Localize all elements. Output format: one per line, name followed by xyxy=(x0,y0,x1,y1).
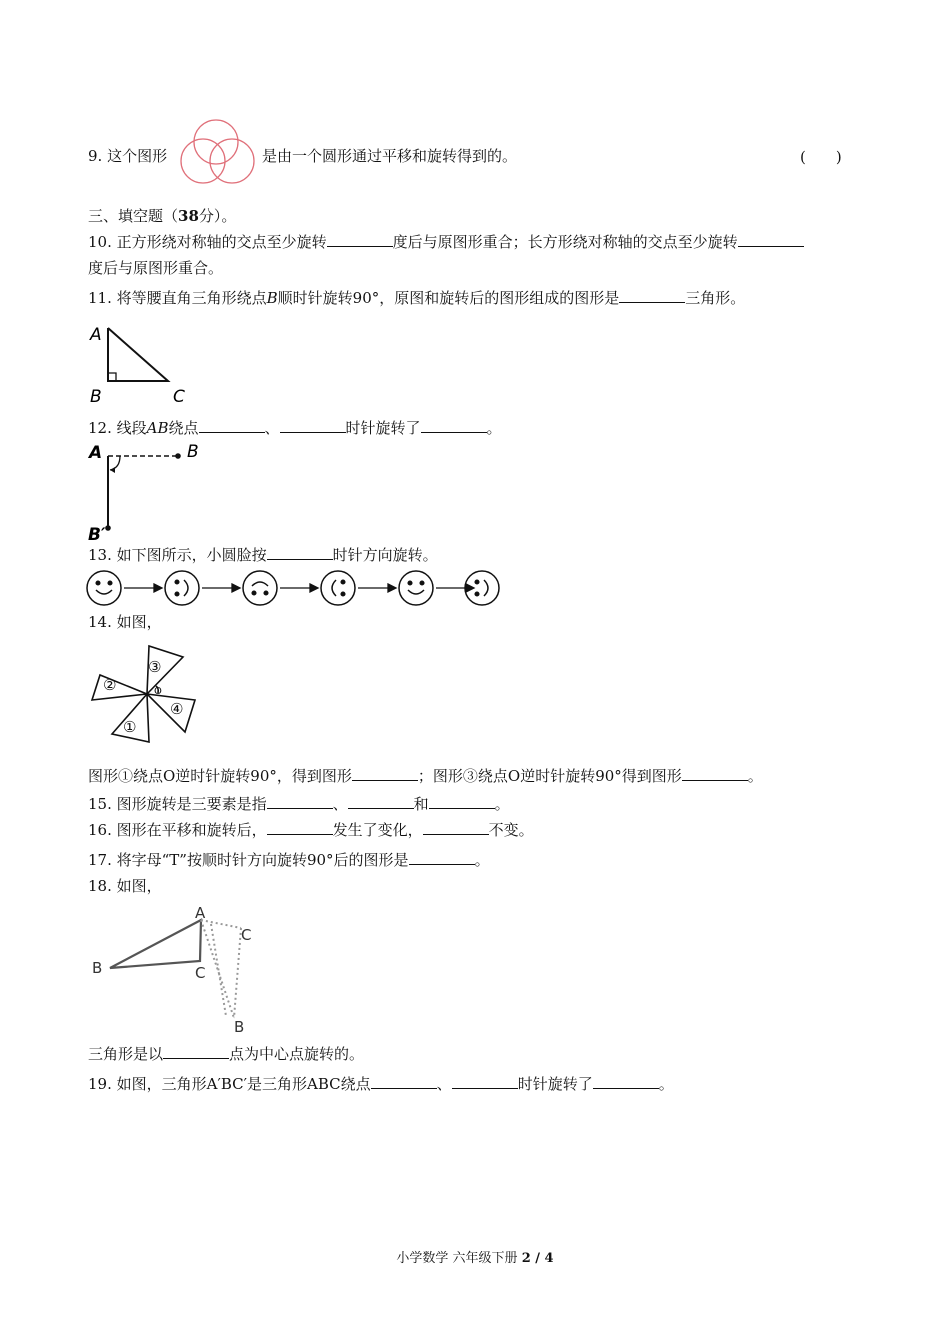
q10-text-1: 10. 正方形绕对称轴的交点至少旋转 xyxy=(88,233,327,251)
q11-text-2: 顺时针旋转90°，原图和旋转后的图形组成的图形是 xyxy=(277,289,620,307)
q9-suffix-line xyxy=(262,146,517,166)
right-triangle-figure xyxy=(86,318,196,408)
q14-blank-2[interactable] xyxy=(682,766,748,781)
q10-line2 xyxy=(88,258,223,278)
q12-end: 。 xyxy=(486,419,502,437)
q14-label-four: ④ xyxy=(170,700,184,718)
section3-title-after: 分）。 xyxy=(198,207,237,225)
smiley-face-3 xyxy=(243,571,277,605)
q12-label-b-prime: B′ xyxy=(88,525,106,543)
q16-blank-1[interactable] xyxy=(267,820,333,835)
q19-text-1: 19. 如图，三角形A′BC′是三角形ABC绕点 xyxy=(88,1075,371,1093)
q17-line xyxy=(88,850,490,870)
q9-suffix: 是由一个圆形通过平移和旋转得到的。 xyxy=(262,147,518,165)
q17-end: 。 xyxy=(474,851,490,869)
q15-blank-1[interactable] xyxy=(267,794,333,809)
footer-text: 小学数学 六年级下册 xyxy=(396,1251,522,1266)
q12-sep: 、 xyxy=(264,419,280,437)
page-footer xyxy=(0,1247,950,1266)
q16-text-2: 发生了变化， xyxy=(332,821,423,839)
q14-blank-1[interactable] xyxy=(352,766,418,781)
pinwheel-figure xyxy=(88,638,213,748)
q12-seg: AB xyxy=(146,419,169,437)
q18-answer-line xyxy=(88,1044,364,1064)
q15-blank-3[interactable] xyxy=(429,794,495,809)
smiley-face-4 xyxy=(321,571,355,605)
q14-label-three: ③ xyxy=(148,658,162,676)
q12-label-b: B xyxy=(187,442,199,462)
q12-text-1: 12. 线段 xyxy=(88,419,147,437)
q9-line xyxy=(88,146,167,166)
q11-label-b: B xyxy=(90,387,102,407)
q12-text-2: 绕点 xyxy=(168,419,199,437)
q12-blank-2[interactable] xyxy=(280,418,346,433)
q15-line xyxy=(88,794,510,814)
q9-prefix: 9. 这个图形 xyxy=(88,147,168,165)
q11-line xyxy=(88,288,745,308)
q19-blank-1[interactable] xyxy=(371,1074,437,1089)
q19-sep: 、 xyxy=(436,1075,452,1093)
q18-label-c: C xyxy=(195,964,206,982)
q19-blank-3[interactable] xyxy=(593,1074,659,1089)
q14-text-2: ；图形③绕点O逆时针旋转90°得到图形 xyxy=(417,767,682,785)
q13-text-2: 时针方向旋转。 xyxy=(332,546,438,564)
q13-line xyxy=(88,545,438,565)
smiley-face-2 xyxy=(165,571,199,605)
q11-text-1: 11. 将等腰直角三角形绕点 xyxy=(88,289,267,307)
q11-label-c: C xyxy=(173,387,185,407)
q18-label-c-rotated: C xyxy=(241,926,252,944)
q15-blank-2[interactable] xyxy=(348,794,414,809)
q11-text-3: 三角形。 xyxy=(685,289,746,307)
segment-rotation-figure xyxy=(86,438,216,543)
q12-label-a: A xyxy=(89,443,103,463)
smiley-rotation-sequence xyxy=(84,568,500,608)
q12-text-3: 时针旋转了 xyxy=(345,419,421,437)
q18-label-b: B xyxy=(92,959,103,977)
three-circles-figure xyxy=(176,118,260,190)
q19-end: 。 xyxy=(658,1075,674,1093)
q18-text-1: 三角形是以 xyxy=(88,1045,164,1063)
q16-line xyxy=(88,820,534,840)
q14-text-1: 图形①绕点O逆时针旋转90°，得到图形 xyxy=(88,767,352,785)
q19-blank-2[interactable] xyxy=(452,1074,518,1089)
q14-text-3: 。 xyxy=(747,767,763,785)
q10-blank-1[interactable] xyxy=(327,232,393,247)
q16-blank-2[interactable] xyxy=(423,820,489,835)
q15-end: 。 xyxy=(494,795,510,813)
q18-label-b-rotated: B xyxy=(234,1018,245,1036)
q12-blank-1[interactable] xyxy=(199,418,265,433)
q10-blank-2[interactable] xyxy=(738,232,804,247)
page-number: 2 / 4 xyxy=(521,1251,554,1266)
q10-text-2: 度后与原图形重合；长方形绕对称轴的交点至少旋转 xyxy=(392,233,738,251)
q16-text-1: 16. 图形在平移和旋转后， xyxy=(88,821,267,839)
smiley-face-5 xyxy=(399,571,433,605)
q16-text-3: 不变。 xyxy=(488,821,534,839)
section3-score: 38 xyxy=(178,207,199,225)
q11-blank[interactable] xyxy=(619,288,685,303)
triangle-rotation-figure xyxy=(86,898,276,1038)
q18-label-a: A xyxy=(195,904,206,922)
section3-title-text: 三、填空题（ xyxy=(88,207,179,225)
q13-text-1: 13. 如下图所示，小圆脸按 xyxy=(88,546,267,564)
q15-text-1: 15. 图形旋转是三要素是指 xyxy=(88,795,267,813)
q17-text-1: 17. 将字母“T”按顺时针方向旋转90°后的图形是 xyxy=(88,851,409,869)
q14-intro: 14. 如图， xyxy=(88,613,162,631)
q19-line xyxy=(88,1074,674,1094)
q11-point-b: B xyxy=(266,289,278,307)
q18-blank[interactable] xyxy=(163,1044,229,1059)
q12-line xyxy=(88,418,502,438)
q14-label-one: ① xyxy=(123,718,137,736)
q12-blank-3[interactable] xyxy=(421,418,487,433)
smiley-face-1 xyxy=(87,571,121,605)
q10-line1 xyxy=(88,232,804,252)
q11-label-a: A xyxy=(90,325,102,345)
q18-intro: 18. 如图， xyxy=(88,877,162,895)
q17-blank[interactable] xyxy=(409,850,475,865)
section3-title xyxy=(88,206,236,226)
q9-answer-paren: ( ) xyxy=(800,148,842,166)
q18-text-2: 点为中心点旋转的。 xyxy=(229,1045,365,1063)
q13-blank[interactable] xyxy=(267,545,333,560)
q14-line xyxy=(88,766,763,786)
q19-text-2: 时针旋转了 xyxy=(517,1075,593,1093)
q15-sep: 、 xyxy=(332,795,348,813)
q15-and: 和 xyxy=(413,795,429,813)
q14-label-two: ② xyxy=(103,676,117,694)
q10-text-3: 度后与原图形重合。 xyxy=(88,259,224,277)
q14-label-o: O xyxy=(154,686,162,697)
